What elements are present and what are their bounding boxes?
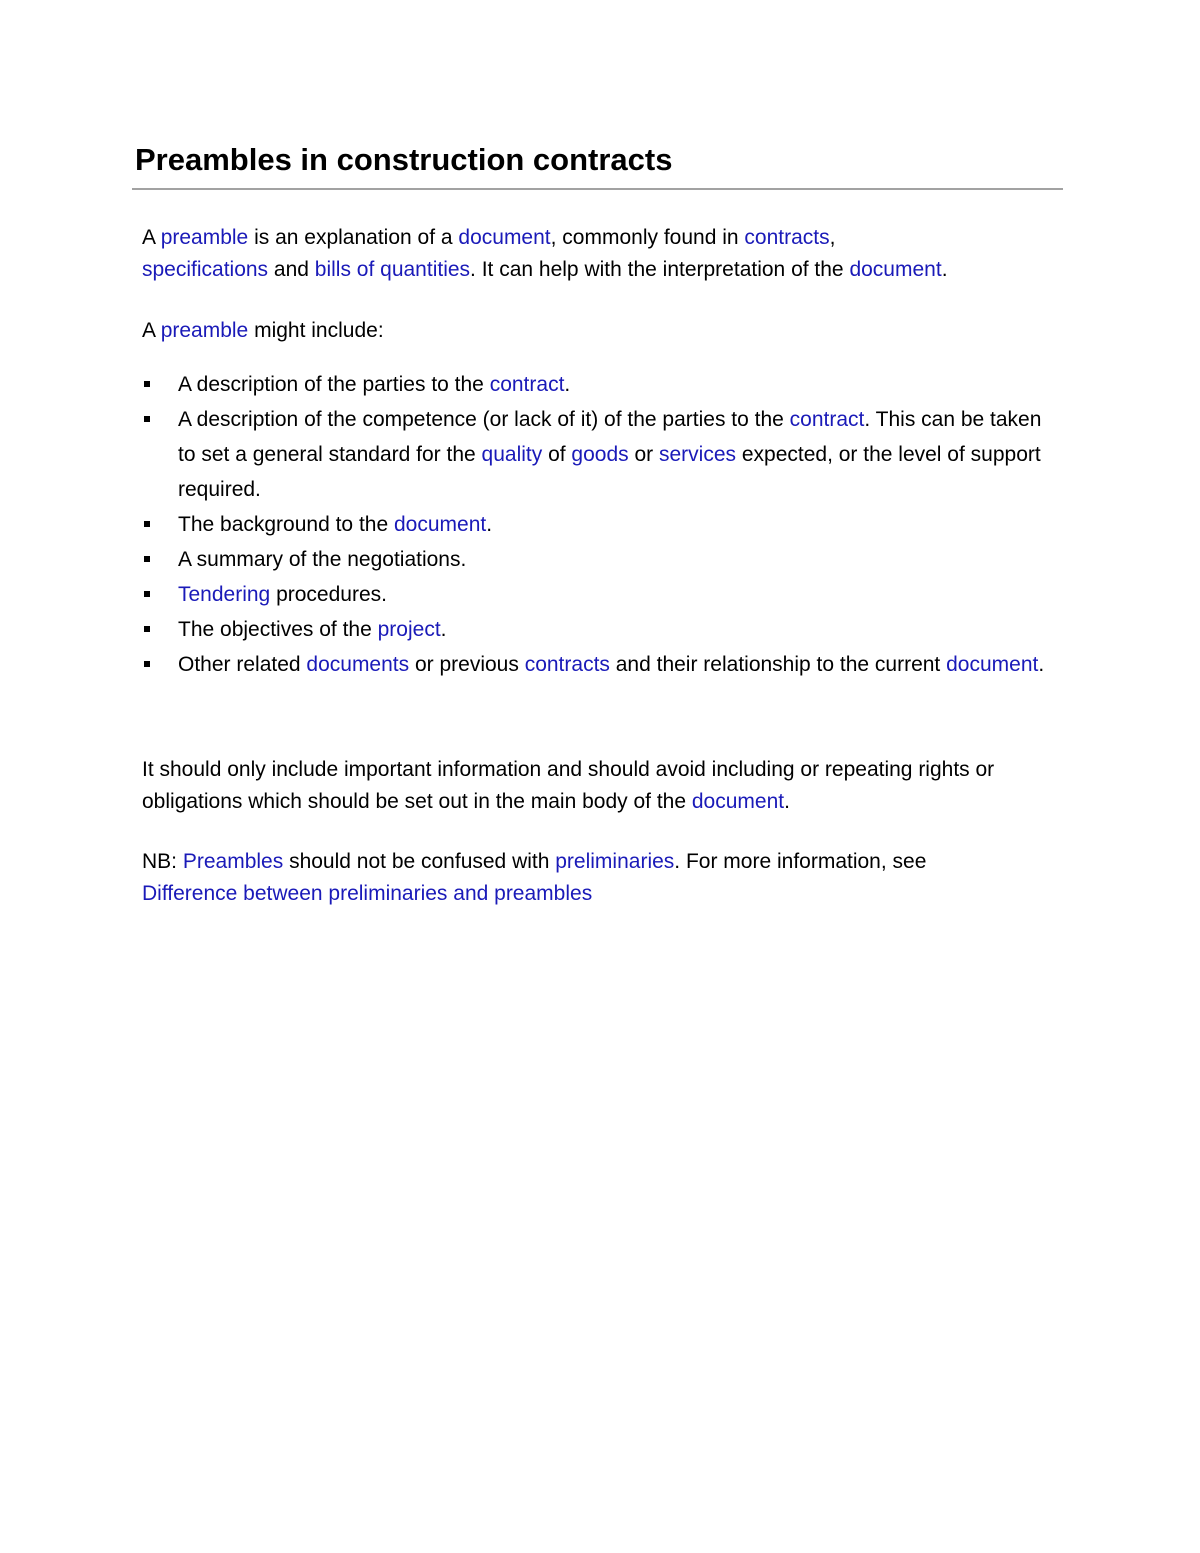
link-difference-preliminaries-preambles[interactable]: Difference between preliminaries and preambles xyxy=(142,882,593,905)
note-paragraph xyxy=(142,846,1062,910)
link-document[interactable]: document xyxy=(393,513,487,536)
text: A description of the parties to the xyxy=(178,373,490,396)
link-preliminaries[interactable]: preliminaries xyxy=(555,850,675,873)
text: A xyxy=(142,226,161,249)
link-preambles[interactable]: Preambles xyxy=(182,850,284,873)
bullet-square-icon xyxy=(144,521,150,527)
link-preamble[interactable]: preamble xyxy=(160,226,249,249)
link-goods[interactable]: goods xyxy=(571,443,629,466)
link-contracts[interactable]: contracts xyxy=(744,226,830,249)
guidance-paragraph xyxy=(142,754,1062,818)
text: expected, or the level of support required. xyxy=(178,443,1041,501)
text: . xyxy=(564,373,571,396)
link-project[interactable]: project xyxy=(377,618,441,641)
text: is an explanation of a xyxy=(248,226,459,249)
bullet-square-icon xyxy=(144,556,150,562)
text: . It can help with the interpretation of the xyxy=(470,258,850,281)
link-quality[interactable]: quality xyxy=(481,443,543,466)
link-tendering[interactable]: Tendering xyxy=(178,583,271,606)
link-document[interactable]: document xyxy=(458,226,551,249)
link-contracts[interactable]: contracts xyxy=(524,653,610,676)
bullet-square-icon xyxy=(144,381,150,387)
text: procedures. xyxy=(270,583,387,606)
list-item xyxy=(142,542,1062,577)
text: A summary of the negotiations. xyxy=(178,548,467,571)
link-document[interactable]: document xyxy=(849,258,942,281)
text: NB: xyxy=(142,850,183,873)
bullet-square-icon xyxy=(144,661,150,667)
intro-paragraph xyxy=(142,222,1062,286)
text: Other related xyxy=(178,653,307,676)
list-item xyxy=(142,367,1062,402)
bullet-square-icon xyxy=(144,416,150,422)
text: . xyxy=(784,790,790,813)
text: A xyxy=(142,319,161,342)
text: The background to the xyxy=(178,513,394,536)
text: A description of the competence (or lack of it) of the parties to the xyxy=(178,408,790,431)
text: . xyxy=(1038,653,1045,676)
text: might include: xyxy=(248,319,384,342)
bullet-square-icon xyxy=(144,626,150,632)
link-specifications[interactable]: specifications xyxy=(142,258,269,281)
list-item xyxy=(142,577,1062,612)
text: should not be confused with xyxy=(283,850,556,873)
list-item xyxy=(142,402,1062,507)
list-intro-paragraph xyxy=(142,315,1062,347)
link-document[interactable]: document xyxy=(946,653,1039,676)
link-documents[interactable]: documents xyxy=(306,653,410,676)
list-item xyxy=(142,647,1062,682)
link-preamble[interactable]: preamble xyxy=(160,319,249,342)
page-title: Preambles in construction contracts xyxy=(135,142,673,177)
link-services[interactable]: services xyxy=(658,443,737,466)
text: or xyxy=(628,443,659,466)
bullet-square-icon xyxy=(144,591,150,597)
link-contract[interactable]: contract xyxy=(489,373,565,396)
link-contract[interactable]: contract xyxy=(789,408,865,431)
text: and xyxy=(268,258,315,281)
text: . xyxy=(440,618,447,641)
text: . This can be taken to set a general standard for the xyxy=(178,408,1042,466)
text: , commonly found in xyxy=(550,226,745,249)
text: It should only include important information and should avoid including or repeating rights or obligations which should be set out in the main body of the xyxy=(142,758,995,813)
text: and their relationship to the current xyxy=(609,653,947,676)
list-item xyxy=(142,612,1062,647)
text: or previous xyxy=(409,653,525,676)
list-item xyxy=(142,507,1062,542)
link-document[interactable]: document xyxy=(691,790,785,813)
link-bills-of-quantities[interactable]: bills of quantities xyxy=(314,258,471,281)
text: . xyxy=(941,258,948,281)
title-divider xyxy=(132,188,1063,190)
text: The objectives of the xyxy=(178,618,378,641)
text: , xyxy=(829,226,836,249)
text: of xyxy=(542,443,572,466)
text: . xyxy=(486,513,493,536)
text: . For more information, see xyxy=(674,850,927,873)
include-list xyxy=(142,367,1062,682)
